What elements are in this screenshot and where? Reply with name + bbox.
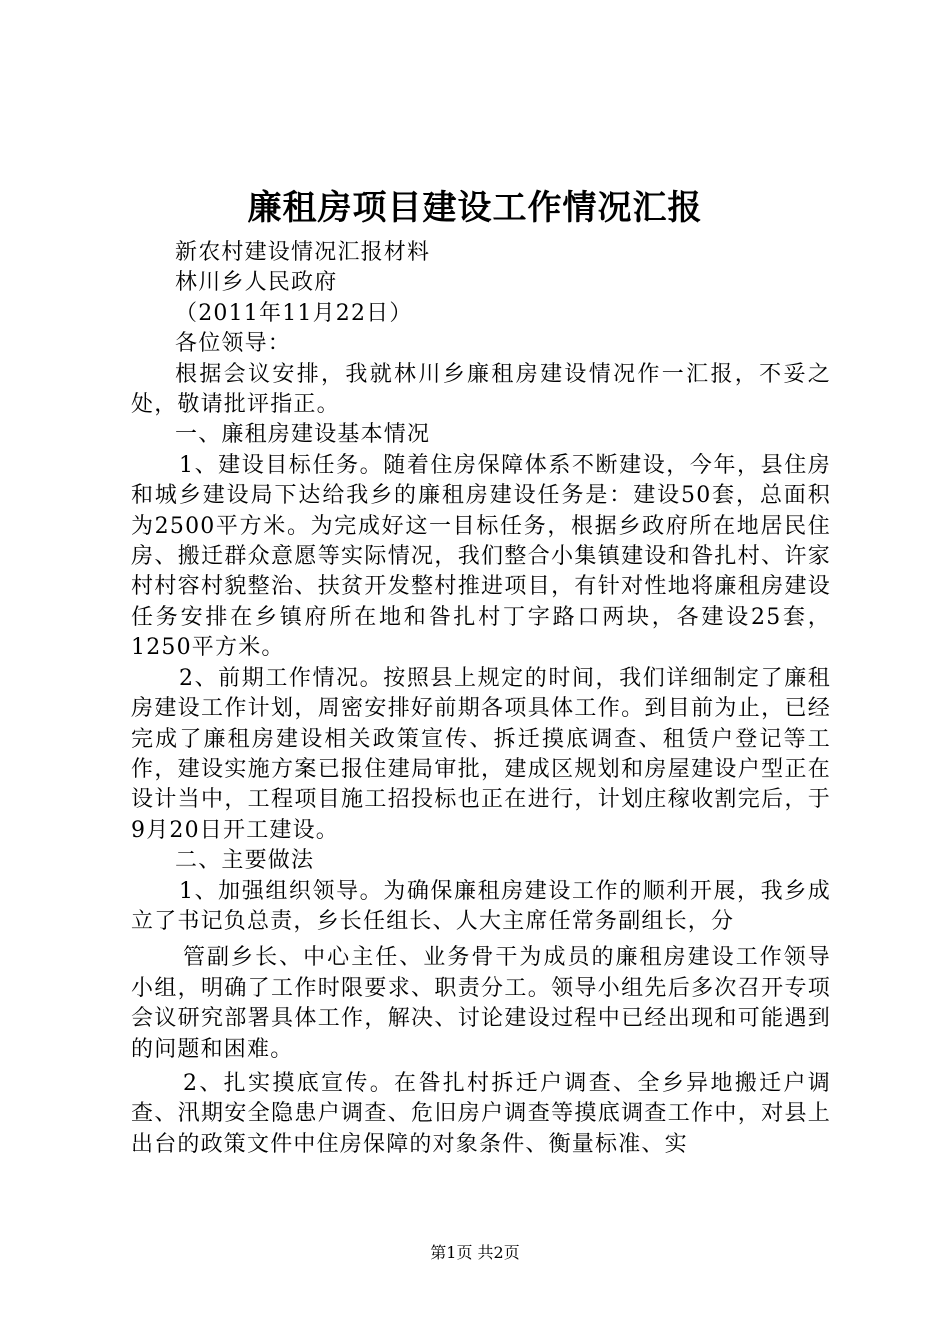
section-heading-2: 二、主要做法 <box>175 848 315 874</box>
date-line: （2011年11月22日） <box>175 300 413 326</box>
paragraph-organization: 1、加强组织领导。为确保廉租房建设工作的顺利开展，我乡成立了书记负总责，乡长任组长、人大主席任常务副组长，分 <box>131 878 831 934</box>
subtitle-line: 新农村建设情况汇报材料 <box>175 240 431 265</box>
author-line: 林川乡人民政府 <box>175 270 338 296</box>
paragraph-survey-publicity: 2、扎实摸底宣传。在昝扎村拆迁户调查、全乡异地搬迁户调查、汛期安全隐患户调查、危旧房户调查等摸底调查工作中，对县上出台的政策文件中住房保障的对象条件、衡量标准、实 <box>131 1070 831 1157</box>
intro-paragraph: 根据会议安排，我就林川乡廉租房建设情况作一汇报，不妥之处，敬请批评指正。 <box>131 361 831 418</box>
salutation: 各位领导： <box>175 331 292 357</box>
paragraph-leadership-group: 管副乡长、中心主任、业务骨干为成员的廉租房建设工作领导小组，明确了工作时限要求、职责分工。领导小组先后多次召开专项会议研究部署具体工作，解决、讨论建设过程中已经出现和可能遇到的问题和困难。 <box>131 945 831 1062</box>
document-body <box>131 238 831 1160</box>
section-heading-1: 一、廉租房建设基本情况 <box>175 422 431 448</box>
document-title: 廉租房项目建设工作情况汇报 <box>247 188 703 228</box>
page-footer: 第1页 共2页 <box>430 1243 520 1262</box>
paragraph-preliminary-work: 2、前期工作情况。按照县上规定的时间，我们详细制定了廉租房建设工作计划，周密安排好前期各项具体工作。到目前为止，已经完成了廉租房建设相关政策宣传、拆迁摸底调查、租赁户登记等工作，建设实施方案已报住建局审批，建成区规划和房屋建设户型正在设计当中，工程项目施工招投标也正在进行，计划庄稼收割完后，于9月20日开工建设。 <box>131 665 831 843</box>
paragraph-target-task: 1、建设目标任务。随着住房保障体系不断建设，今年，县住房和城乡建设局下达给我乡的廉租房建设任务是：建设50套，总面积为2500平方米。为完成好这一目标任务，根据乡政府所在地居民住房、搬迁群众意愿等实际情况，我们整合小集镇建设和昝扎村、许家村村容村貌整治、扶贫开发整村推进项目，有针对性地将廉租房建设任务安排在乡镇府所在地和昝扎村丁字路口两块，各建设25套，1250平方米。 <box>131 452 831 661</box>
